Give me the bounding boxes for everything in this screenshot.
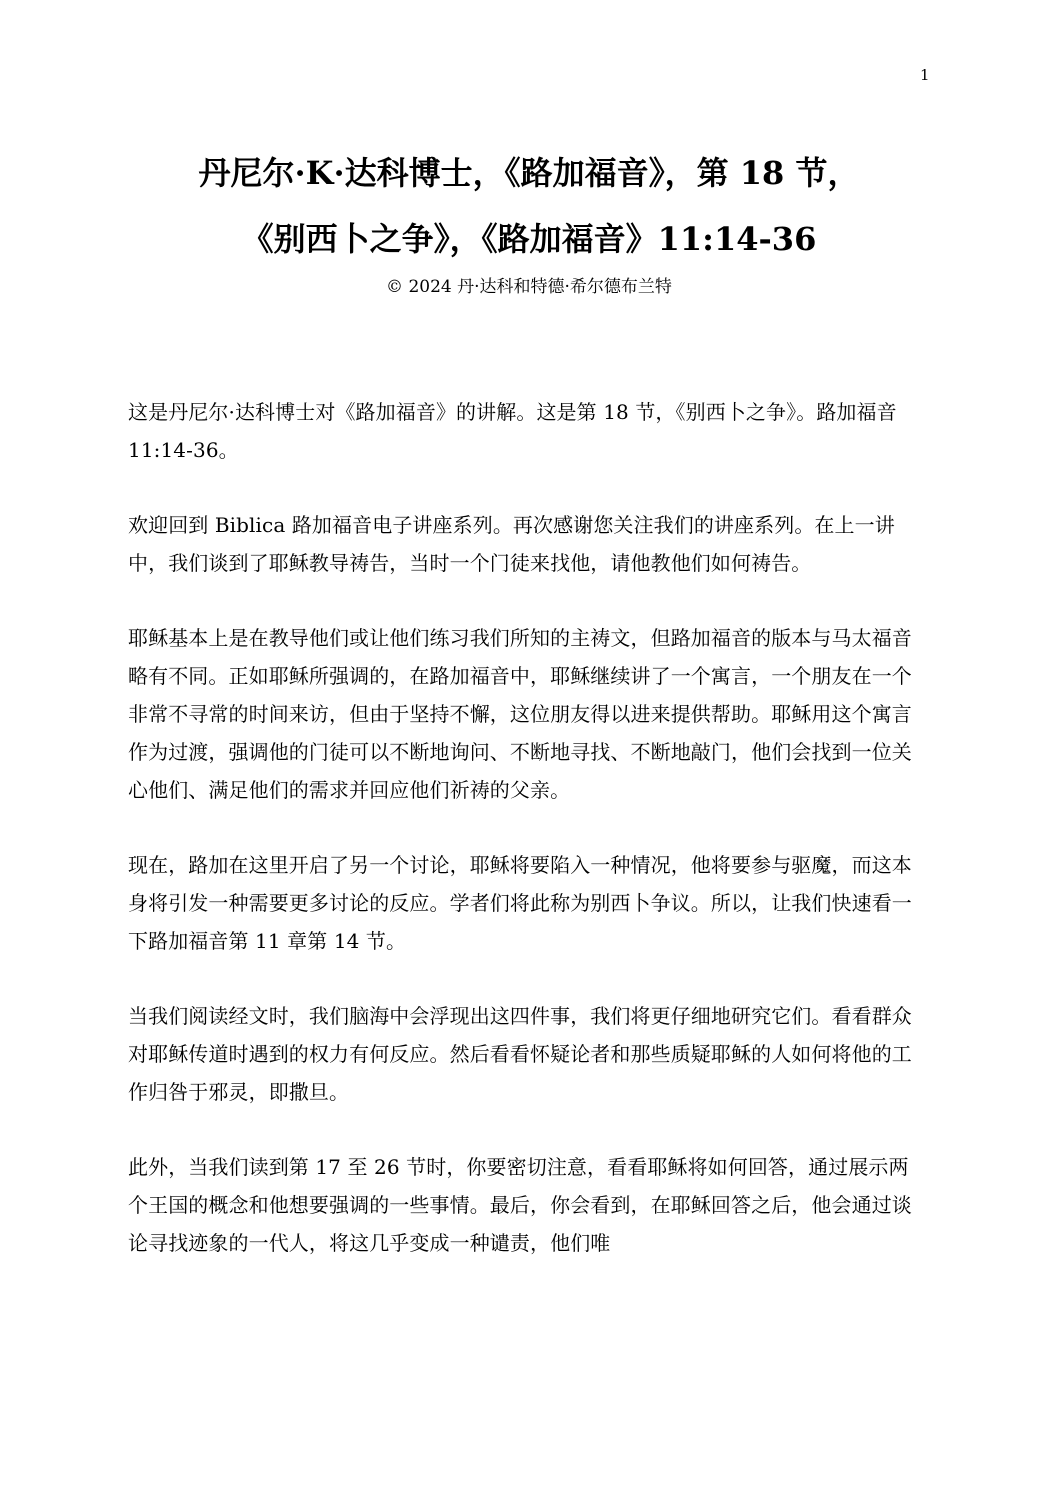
title-line-1: 丹尼尔·K·达科博士，《路加福音》，第 18 节， xyxy=(198,154,860,192)
title-line-2: 《别西卜之争》，《路加福音》11:14-36 xyxy=(241,220,817,258)
paragraph-6: 此外，当我们读到第 17 至 26 节时，你要密切注意，看看耶稣将如何回答，通过展示两个王国的概念和他想要强调的一些事情。最后，你会看到，在耶稣回答之后，他会通过谈论寻找迹象的一代人，将这几乎变成一种谴责，他们唯 xyxy=(128,1155,912,1255)
paragraph-2: 欢迎回到 Biblica 路加福音电子讲座系列。再次感谢您关注我们的讲座系列。在上一讲中，我们谈到了耶稣教导祷告，当时一个门徒来找他，请他教他们如何祷告。 xyxy=(128,513,895,575)
paragraph-5: 当我们阅读经文时，我们脑海中会浮现出这四件事，我们将更仔细地研究它们。看看群众对耶稣传道时遇到的权力有何反应。然后看看怀疑论者和那些质疑耶稣的人如何将他的工作归咎于邪灵，即撒旦。 xyxy=(128,1004,912,1104)
copyright-line: © 2024 丹·达科和特德·希尔德布兰特 xyxy=(386,277,672,297)
body-text xyxy=(128,393,918,1299)
paragraph-1: 这是丹尼尔·达科博士对《路加福音》的讲解。这是第 18 节，《别西卜之争》。路加福音 11:14-36。 xyxy=(128,400,897,462)
title-block xyxy=(128,140,930,300)
paragraph-3: 耶稣基本上是在教导他们或让他们练习我们所知的主祷文，但路加福音的版本与马太福音略有不同。正如耶稣所强调的，在路加福音中，耶稣继续讲了一个寓言，一个朋友在一个非常不寻常的时间来访，但由于坚持不懈，这位朋友得以进来提供帮助。耶稣用这个寓言作为过渡，强调他的门徒可以不断地询问、不断地寻找、不断地敲门，他们会找到一位关心他们、满足他们的需求并回应他们祈祷的父亲。 xyxy=(128,626,912,802)
page-number: 1 xyxy=(920,66,930,84)
paragraph-4: 现在，路加在这里开启了另一个讨论，耶稣将要陷入一种情况，他将要参与驱魔，而这本身将引发一种需要更多讨论的反应。学者们将此称为别西卜争议。所以，让我们快速看一下路加福音第 11 章第 14 节。 xyxy=(128,853,912,953)
